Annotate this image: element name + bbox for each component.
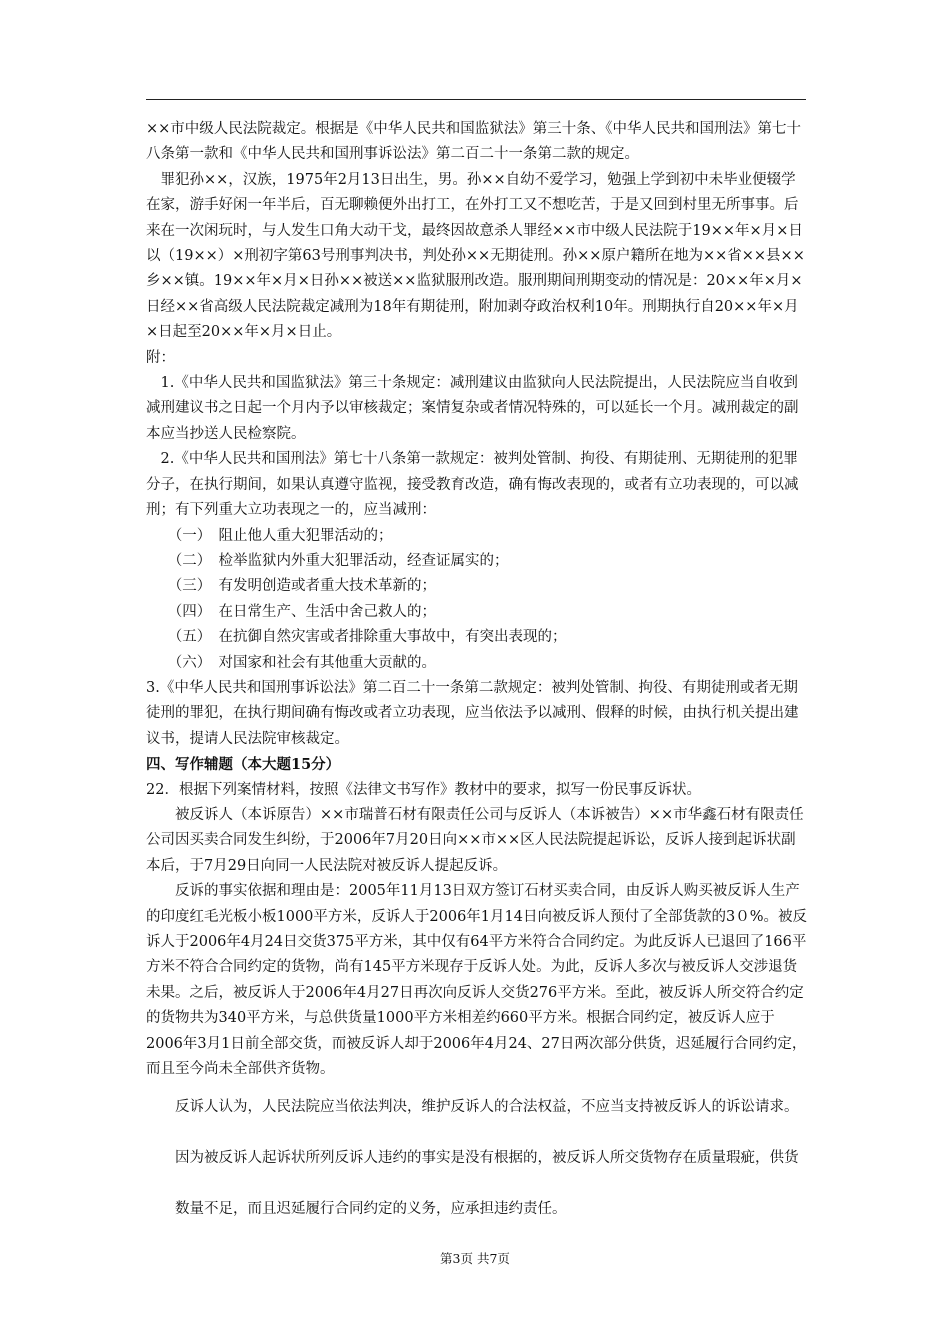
list-item: （六） 对国家和社会有其他重大贡献的。 xyxy=(167,654,436,671)
list-item: （五） 在抗御自然灾害或者排除重大事故中，有突出表现的； xyxy=(167,629,567,646)
header-rule xyxy=(146,99,806,100)
list-item: （二） 检举监狱内外重大犯罪活动，经查证属实的； xyxy=(167,552,509,569)
paragraph-court-ruling: ××市中级人民法院裁定。根据是《中华人民共和国监狱法》第三十条、《中华人民共和国刑法》第七十八条第一款和《中华人民共和国刑事诉讼法》第二百二十一条第二款的规定。 xyxy=(146,121,802,163)
case-paragraph-facts: 反诉的事实依据和理由是：2005年11月13日双方签订石材买卖合同，由反诉人购买被反诉人生产的印度红毛光板小板1000平方米，反诉人于2006年1月14日向被反诉人预付了全部货款的3０%。被反诉人于2006年4月24日交货375平方米，其中仅有64平方米符合合同约定。为此反诉人已退回了166平方米不符合合同约定的货物，尚有145平方米现存于反诉人处。为此，反诉人多次与被反诉人交涉退货未果。之后，被反诉人于2006年4月27日再次向反诉人交货276平方米。至此，被反诉人所交符合约定的货物共为340平方米，与总供货量1000平方米相差约660平方米。根据合同约定，被反诉人应于2006年3月1日前全部交货，而被反诉人却于2006年4月24、27日两次部分供货，迟延履行合同约定，而且至今尚未全部供齐货物。 xyxy=(146,883,807,1078)
list-item: （四） 在日常生产、生活中舍己救人的； xyxy=(167,603,436,620)
case-paragraph-parties: 被反诉人（本诉原告）××市瑞普石材有限责任公司与反诉人（本诉被告）××市华鑫石材有限责任公司因买卖合同发生纠纷，于2006年7月20日向××市××区人民法院提起诉讼，反诉人接到起诉状副本后，于7月29日向同一人民法院对被反诉人提起反诉。 xyxy=(146,806,804,874)
paragraph-criminal-profile: 罪犯孙××，汉族，1975年2月13日出生，男。孙××自幼不爱学习，勉强上学到初中未毕业便辍学在家，游手好闲一年半后，百无聊赖便外出打工，在外打工又不想吃苦，于是又回到村里无所事事。后来在一次闲玩时，与人发生口角大动干戈，最终因故意杀人罪经××市中级人民法院于19××年×月×日以（19××）×刑初字第63号刑事判决书，判处孙××无期徒刑。孙××原户籍所在地为××省××县××乡××镇。19××年×月×日孙××被送××监狱服刑改造。服刑期间刑期变动的情况是：20××年×月×日经××省高级人民法院裁定减刑为18年有期徒刑，附加剥夺政治权利10年。刑期执行自20××年×月×日起至20××年×月×日止。 xyxy=(146,171,805,341)
page-body xyxy=(146,117,810,1235)
appendix-label: 附： xyxy=(146,349,175,366)
appendix-prison-law: 1.《中华人民共和国监狱法》第三十条规定：减刑建议由监狱向人民法院提出，人民法院应当自收到减刑建议书之日起一个月内予以审核裁定；案情复杂或者情况特殊的，可以延长一个月。减刑裁定的副本应当抄送人民检察院。 xyxy=(146,375,799,442)
list-item: （三） 有发明创造或者重大技术革新的； xyxy=(167,578,436,595)
question-prompt: 22．根据下列案情材料，按照《法律文书写作》教材中的要求，拟写一份民事反诉状。 xyxy=(146,781,701,798)
section-heading: 四、写作辅题（本大题15分） xyxy=(146,756,341,774)
appendix-criminal-law: 2.《中华人民共和国刑法》第七十八条第一款规定：被判处管制、拘役、有期徒刑、无期徒刑的犯罪分子，在执行期间，如果认真遵守监视，接受教育改造，确有悔改表现的，或者有立功表现的，可以减刑；有下列重大立功表现之一的，应当减刑： xyxy=(146,451,799,519)
case-paragraph-claim: 反诉人认为，人民法院应当依法判决，维护反诉人的合法权益，不应当支持被反诉人的诉讼请求。因为被反诉人起诉状所列反诉人违约的事实是没有根据的，被反诉人所交货物存在质量瑕疵，供货数量不足，而且迟延履行合同约定的义务，应承担违约责任。 xyxy=(175,1099,799,1218)
list-item: （一） 阻止他人重大犯罪活动的； xyxy=(167,527,393,544)
page-footer: 第3页 共7页 xyxy=(440,1251,510,1266)
merit-list xyxy=(146,524,810,676)
appendix-procedure-law: 3.《中华人民共和国刑事诉讼法》第二百二十一条第二款规定：被判处管制、拘役、有期徒刑或者无期徒刑的罪犯，在执行期间确有悔改或者立功表现，应当依法予以减刑、假释的时候，由执行机关提出建议书，提请人民法院审核裁定。 xyxy=(146,679,799,747)
